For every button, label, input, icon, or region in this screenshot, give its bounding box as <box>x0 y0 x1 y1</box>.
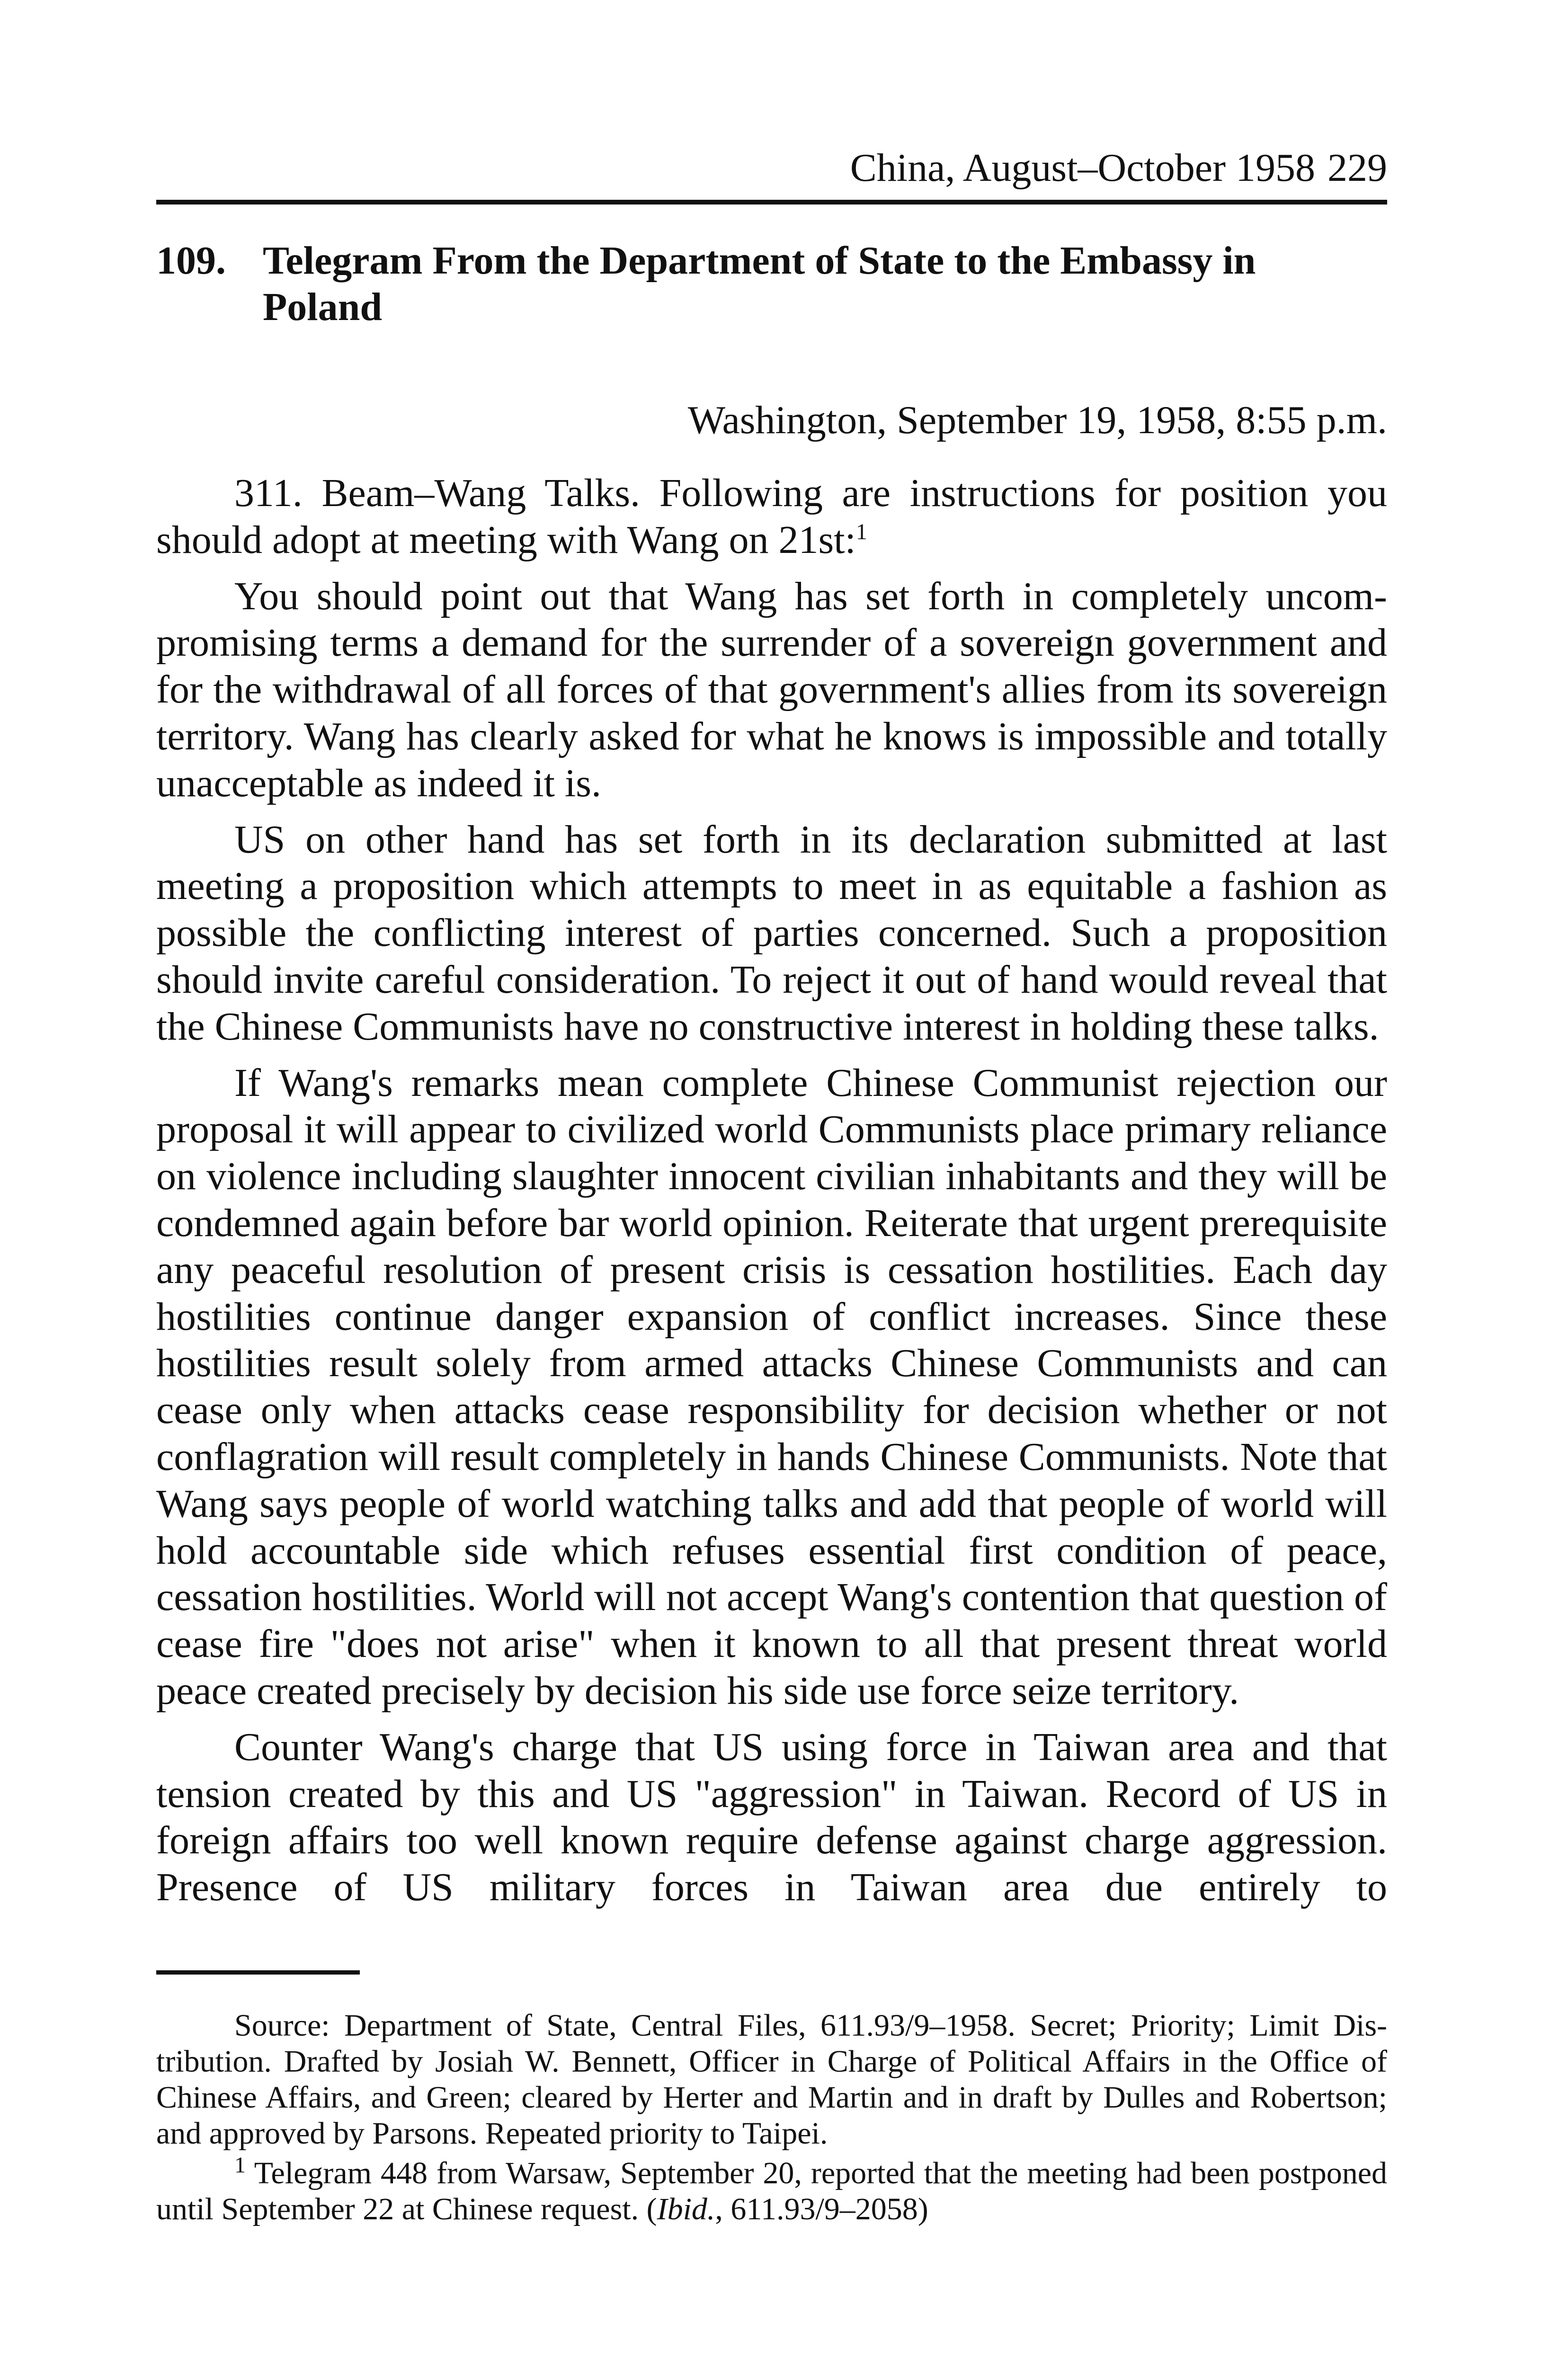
footnote-ref: 1 <box>855 519 867 544</box>
dateline: Washington, September 19, 1958, 8:55 p.m. <box>687 398 1387 442</box>
document-heading <box>156 238 1387 330</box>
source-note: Source: Department of State, Central Files, 611.93/9–1958. Secret; Priority; Limit Distribution. Drafted by Josiah W. Bennett, Officer in Charge of Political Affairs in the Office of Chinese Affairs, and Green; cleared by Herter and Martin and in draft by Dulles and Robertson; and approved by Parsons. Repeated priority to Taipei. <box>156 2008 1387 2151</box>
document-page <box>156 142 1387 2231</box>
footnote-marker: 1 <box>234 2152 246 2178</box>
body-paragraph: If Wang's remarks mean complete Chinese Communist rejection our proposal it will appear to civilized world Communists place primary reliance on violence including slaughter innocent civilian inhabitants and they will be condemned again before bar world opinion. Reiterate that urgent prerequisite any peaceful resolution of present crisis is cessation hostilities. Each day hostilities continue danger expansion of conflict increases. Since these hostilities result solely from armed attacks Chinese Communists and can cease only when attacks cease responsibility for decision whether or not conflagration will result completely in hands Chinese Communists. Note that Wang says people of world watching talks and add that people of world will hold accountable side which refuses essential first condition of peace, cessation hostilities. World will not accept Wang's contention that question of cease fire "does not arise" when it known to all that present threat world peace created precisely by decision his side use force seize territory. <box>156 1060 1387 1713</box>
footnotes <box>156 2008 1387 2227</box>
paragraph-text: 311. Beam–Wang Talks. Following are instructions for position you should adopt at meeting with Wang on 21st: <box>156 471 1387 562</box>
footnote-text: Telegram 448 from Warsaw, September 20, reported that the meeting had been postponed until September 22 at Chinese request. <box>156 2155 1388 2226</box>
footnote-1 <box>156 2152 1388 2227</box>
document-number: 109. <box>156 239 226 283</box>
footnote-rule <box>156 1970 360 1975</box>
citation-open: ( <box>646 2191 657 2226</box>
body-paragraph <box>156 470 1387 564</box>
document-title: Telegram From the Department of State to the Embassy in Poland <box>263 239 1256 329</box>
body-paragraph: US on other hand has set forth in its declaration submitted at last meeting a proposition which attempts to meet in as equitable a fashion as possible the conflicting interest of parties concerned. Such a proposition should invite careful consideration. To reject it out of hand would reveal that the Chinese Communists have no constructive interest in holding these talks. <box>156 817 1387 1049</box>
telegram-body <box>156 470 1387 1911</box>
body-paragraph: Counter Wang's charge that US using force in Taiwan area and that tension created by this and US "aggression" in Taiwan. Record of US in foreign affairs too well known require defense against charge aggression. Presence of US military forces in Taiwan area due entirely to <box>156 1725 1387 1910</box>
citation-ref: , 611.93/9–2058) <box>715 2191 928 2226</box>
body-paragraph: You should point out that Wang has set forth in completely uncompromising terms a demand for the surrender of a sovereign government and for the withdrawal of all forces of that government's allies from its sovereign territory. Wang has clearly asked for what he knows is impossible and totally unacceptable as indeed it is. <box>156 574 1387 805</box>
header-rule <box>156 200 1387 205</box>
running-head <box>156 142 1387 194</box>
running-head-title: China, August–October 1958 <box>850 146 1315 190</box>
page-number: 229 <box>1327 146 1387 190</box>
citation-ibid: Ibid. <box>657 2191 715 2226</box>
